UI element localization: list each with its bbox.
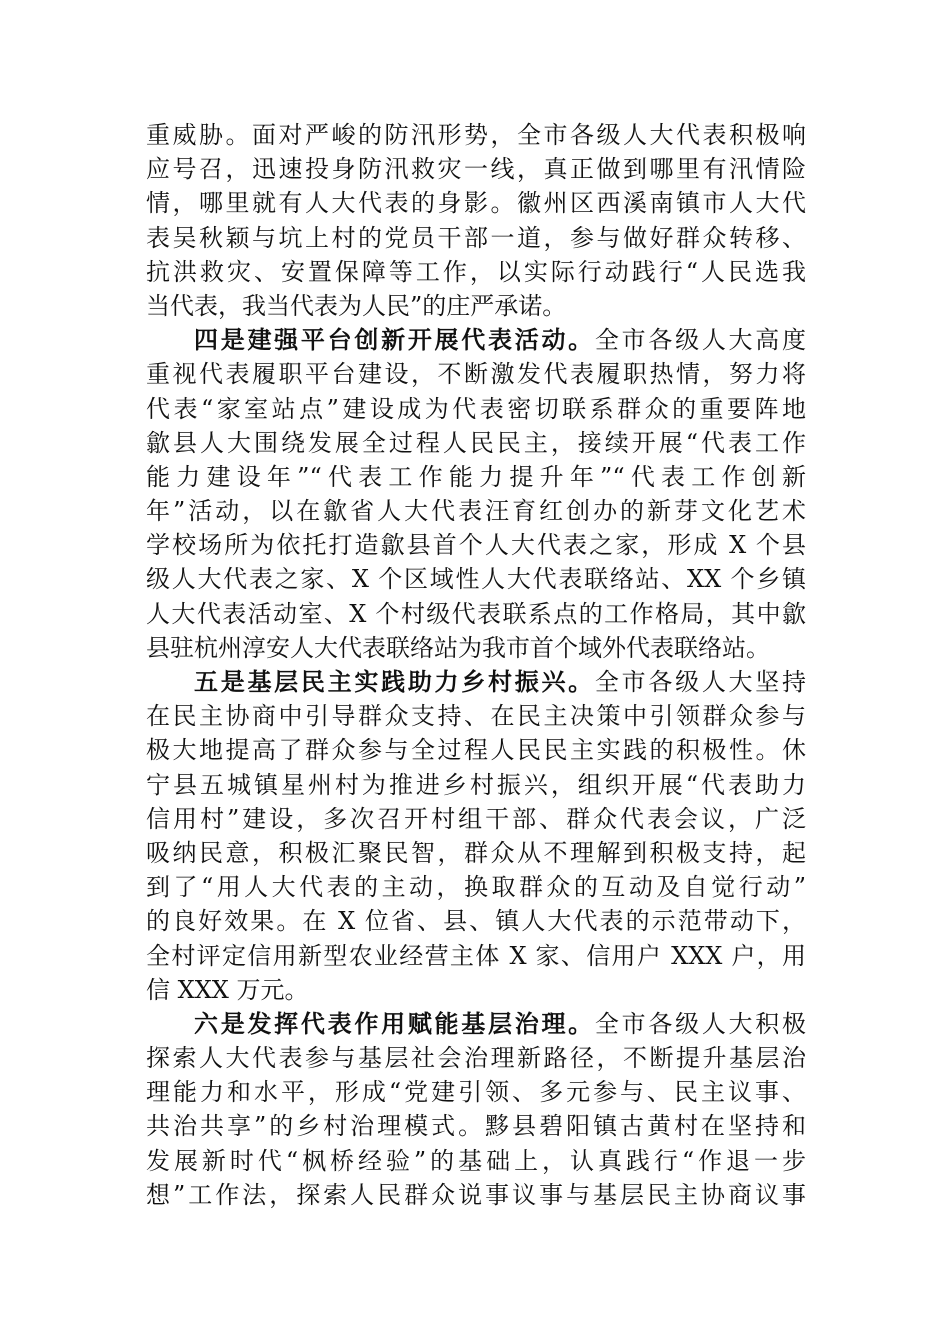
text-line: 信用村”建设，多次召开村组干部、群众代表会议，广泛 (146, 804, 806, 833)
text-line-first (146, 665, 806, 699)
text-line: 代表“家室站点”建设成为代表密切联系群众的重要阵地 (146, 394, 806, 423)
paragraph-2 (146, 323, 806, 665)
text-line: 级人大代表之家、X 个区域性人大代表联络站、XX 个乡镇 (146, 565, 806, 594)
text-line: 宁县五城镇星州村为推进乡村振兴，组织开展“代表助力 (146, 770, 806, 799)
document-body (146, 118, 806, 1212)
text-line: 共治共享”的乡村治理模式。黟县碧阳镇古黄村在坚持和 (146, 1112, 806, 1141)
paragraph-1 (146, 118, 806, 323)
text-line: 信 XXX 万元。 (146, 975, 309, 1004)
text-line: 探索人大代表参与基层社会治理新路径，不断提升基层治 (146, 1044, 806, 1073)
text-line: 想”工作法，探索人民群众说事议事与基层民主协商议事 (146, 1180, 806, 1209)
paragraph-heading: 四是建强平台创新开展代表活动。 (194, 326, 595, 355)
text-line: 理能力和水平，形成“党建引领、多元参与、民主议事、 (146, 1078, 806, 1107)
text-line: 学校场所为依托打造歙县首个人大代表之家，形成 X 个县 (146, 531, 806, 560)
text-line: 到了“用人大代表的主动，换取群众的互动及自觉行动” (146, 873, 806, 902)
text-line: 发展新时代“枫桥经验”的基础上，认真践行“作退一步 (146, 1146, 806, 1175)
text-line: 全村评定信用新型农业经营主体 X 家、信用户 XXX 户，用 (146, 941, 806, 970)
text-line-first (146, 323, 806, 357)
text-line: 当代表，我当代表为人民”的庄严承诺。 (146, 291, 567, 320)
text-line: 重视代表履职平台建设，不断激发代表履职热情，努力将 (146, 360, 806, 389)
text-line: 吸纳民意，积极汇聚民智，群众从不理解到积极支持，起 (146, 838, 806, 867)
text-line: 重威胁。面对严峻的防汛形势，全市各级人大代表积极响 (146, 121, 806, 149)
text-line: 能力建设年”“代表工作能力提升年”“代表工作创新 (146, 462, 806, 491)
text-line: 的良好效果。在 X 位省、县、镇人大代表的示范带动下， (146, 907, 806, 936)
text-run: 全市各级人大坚持 (594, 668, 807, 696)
paragraph-4 (146, 1007, 806, 1212)
text-line: 抗洪救灾、安置保障等工作，以实际行动践行“人民选我 (146, 257, 806, 286)
text-line: 极大地提高了群众参与全过程人民民主实践的积极性。休 (146, 736, 806, 765)
text-line: 表吴秋颖与坑上村的党员干部一道，参与做好群众转移、 (146, 223, 806, 252)
text-line: 在民主协商中引导群众支持、在民主决策中引领群众参与 (146, 702, 806, 731)
paragraph-3 (146, 665, 806, 1007)
text-line: 县驻杭州淳安人大代表联络站为我市首个域外代表联络站。 (146, 633, 770, 662)
text-line: 人大代表活动室、X 个村级代表联系点的工作格局，其中歙 (146, 599, 806, 628)
text-run: 全市各级人大积极 (594, 1009, 807, 1038)
text-run: 全市各级人大高度 (594, 326, 807, 355)
text-line: 情，哪里就有人大代表的身影。徽州区西溪南镇市人大代 (146, 189, 806, 218)
text-line-first (146, 1007, 806, 1041)
text-line: 歙县人大围绕发展全过程人民民主，接续开展“代表工作 (146, 428, 806, 457)
paragraph-heading: 五是基层民主实践助力乡村振兴。 (194, 668, 595, 696)
text-line: 应号召，迅速投身防汛救灾一线，真正做到哪里有汛情险 (146, 155, 806, 184)
paragraph-heading: 六是发挥代表作用赋能基层治理。 (194, 1009, 595, 1038)
text-line: 年”活动，以在歙省人大代表汪育红创办的新芽文化艺术 (146, 497, 806, 526)
